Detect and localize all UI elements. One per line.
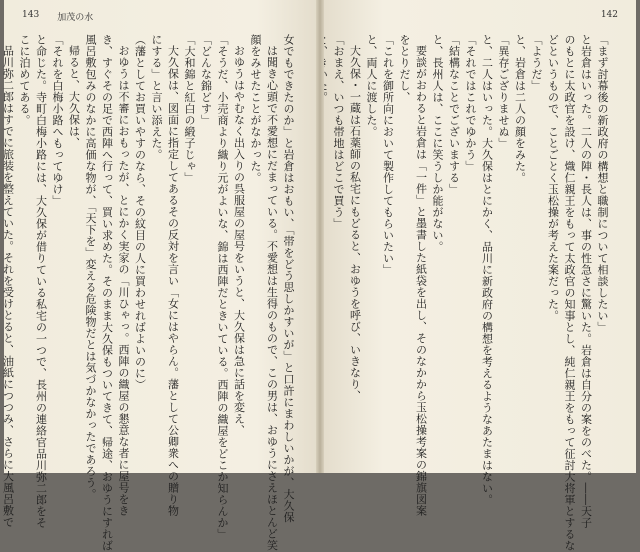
right-page-text (332, 34, 610, 552)
left-page-header (22, 10, 93, 23)
text-line: き、すぐその足で西陣へ行って、買い求めた。そのまま大久保もついてきて、帰途、おゆうにすれば (100, 34, 114, 552)
text-line: と、両人に渡した。 (365, 34, 378, 138)
text-line: 要談がおわると岩倉は「一件」と墨書した紙袋を出し、そのなかから玉松操考案の錦旗図案 (414, 45, 428, 517)
text-line: 「これを御所向において製作してもらいたい」 (381, 34, 395, 276)
text-line: と命じた。寺町白梅小路には、大久保が借りている私宅の一つで、長州の連絡官品川弥二郎をそ (34, 34, 48, 529)
text-line: 顔をみせたことがなかった。 (249, 34, 262, 184)
running-title: 加茂の水 (57, 13, 94, 23)
text-line: と、長州人は、ここに笑うしか能がない。 (431, 34, 444, 253)
text-line: 「大和錦と紅白の緞子じゃ」 (183, 34, 196, 184)
right-page (320, 0, 636, 552)
book-spread (1, 0, 636, 552)
text-line: は聞き心頭で不愛想にだまっている。不愛想は生得のもので、この男は、おゆうにさえほとんど笑 (265, 45, 279, 551)
text-line: 「それを白梅小路へもってゆけ」 (51, 34, 64, 207)
text-line: と、岩倉は二人の顔をみた。 (513, 34, 527, 184)
text-line: おゆうはやむなく出入りの呉服屋の屋号をいうと、大久保は急に話を変え、 (232, 45, 246, 436)
text-line: 大久保は、図面に指定してあるその反対を言い「女にはやらん。藩として公卿衆への贈り物 (166, 45, 180, 517)
text-line: 「ようだ」 (530, 34, 543, 92)
book-gutter (316, 0, 324, 473)
text-line: 「まず討幕後の新政府の構想と職制について相談したい」 (596, 34, 609, 333)
text-line: 「そうだ、小売商より織り元がよいな、錦は西陣だときいている。西陣の織屋をどこか知らんか」 (216, 34, 229, 540)
left-page-text (1, 34, 296, 552)
text-line: をとりだし、 (398, 34, 411, 103)
right-page-number: 142 (600, 10, 618, 20)
text-line: 女でもできたのか」と岩倉はおもい、「帯をどう思しかすいが」と口許にまわしいかが、大久保 (282, 34, 295, 523)
text-line: 「どんな錦どす」 (199, 34, 213, 126)
text-line: 「異存ござりませぬ」 (497, 34, 510, 149)
right-page-header (601, 10, 618, 20)
text-line: 大久保・一蔵は石薬師の私宅にもどると、おゆうを呼び、いきなり、 (348, 45, 362, 402)
text-line: 品川弥二郎はすでに旅装を整えていた。それを受けとると、油紙につつみ、さらに大風呂敷で (1, 45, 15, 528)
text-line: 「おまえ、いつも帯地はどこで買う」 (332, 34, 345, 230)
text-line: 「結構なことでございまする」 (447, 34, 461, 195)
text-line: 風呂敷包みのなかに高価な物が、「天下を」変える危険物だとは気づかなかったであろう。 (84, 34, 97, 500)
text-line: どというもので、ことごとく玉松操が考えた案だった。 (546, 34, 560, 322)
text-line: （藩としてお買いやすのなら、その紋目の人に買わせればよいのに） (133, 34, 147, 391)
text-line: おゆうは不審におもったが、とにかく実家の「川ひゃっ。西陣の織屋の懇意な者に屋号をき (117, 45, 130, 517)
text-line: 「それではこれでゆかう」 (464, 34, 477, 172)
text-line: にする」と言い添えた。 (150, 34, 163, 161)
text-line: 帰ると、大久保は、 (67, 45, 81, 149)
left-page-number: 143 (22, 10, 40, 20)
text-line: こに泊めてある。 (18, 34, 31, 126)
left-page (1, 0, 320, 552)
text-line: と、二人はいった。大久保はとにかく、品川に新政府の構想を考えるようなあたまはない。 (480, 34, 494, 506)
text-line: と岩倉はいった。二人の陣・長人は、事の性急さに驚いた。岩倉は自分の案をのべた。――天子 (579, 34, 593, 529)
text-line: のもとに太政官を設け、熾仁親王をもって太政官の知事とし、純仁親王をもって征討大将軍とするな (563, 34, 576, 552)
